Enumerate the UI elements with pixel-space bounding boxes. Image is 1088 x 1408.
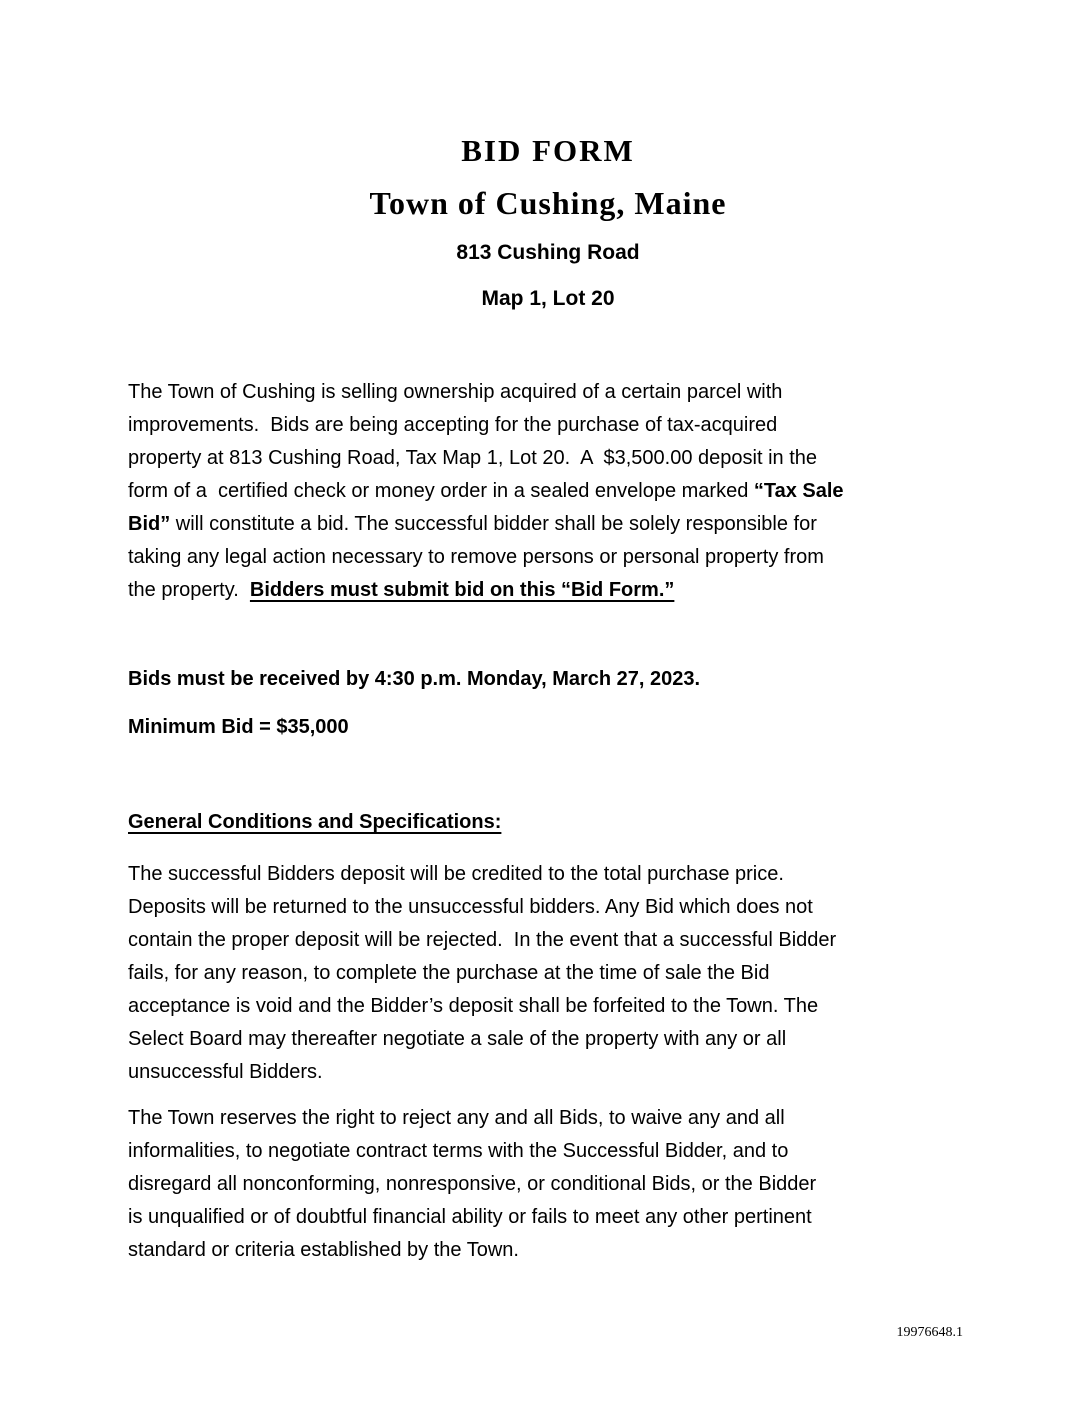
conditions-heading: General Conditions and Specifications: <box>128 811 502 833</box>
text-line <box>128 1102 968 1135</box>
text-line <box>128 409 968 442</box>
text-run: contain the proper deposit will be rejected. In the event that a successful Bidder <box>128 929 837 951</box>
conditions-paragraph-2 <box>128 1102 968 1267</box>
text-run: informalities, to negotiate contract terms with the Successful Bidder, and to <box>128 1140 789 1162</box>
text-run: Bid” <box>128 513 171 535</box>
text-run: The Town reserves the right to reject any and all Bids, to waive any and all <box>128 1107 785 1129</box>
text-line <box>128 858 968 891</box>
text-line <box>128 475 968 508</box>
text-line <box>128 957 968 990</box>
text-run: form of a certified check or money order in a sealed envelope marked <box>128 480 754 502</box>
text-run: Deposits will be returned to the unsuccessful bidders. Any Bid which does not <box>128 896 813 918</box>
text-line <box>128 541 968 574</box>
text-line <box>128 891 968 924</box>
text-run: the property. <box>128 579 250 601</box>
text-run: unsuccessful Bidders. <box>128 1061 323 1083</box>
text-run: disregard all nonconforming, nonresponsive, or conditional Bids, or the Bidder <box>128 1173 817 1195</box>
conditions-paragraph-1 <box>128 858 968 1089</box>
text-line <box>128 376 968 409</box>
text-run: The successful Bidders deposit will be credited to the total purchase price. <box>128 863 784 885</box>
text-run: property at 813 Cushing Road, Tax Map 1, Lot 20. A $3,500.00 deposit in the <box>128 447 817 469</box>
text-run: The Town of Cushing is selling ownership acquired of a certain parcel with <box>128 381 783 403</box>
text-run: improvements. Bids are being accepting for the purchase of tax-acquired <box>128 414 778 436</box>
bid-deadline: Bids must be received by 4:30 p.m. Monday, March 27, 2023. <box>128 668 701 690</box>
text-run: standard or criteria established by the Town. <box>128 1239 519 1261</box>
property-address: 813 Cushing Road <box>456 241 640 264</box>
text-run: will constitute a bid. The successful bidder shall be solely responsible for <box>170 513 817 535</box>
text-run: “Tax Sale <box>753 480 844 502</box>
text-line <box>128 1168 968 1201</box>
map-lot: Map 1, Lot 20 <box>481 287 615 310</box>
text-run: taking any legal action necessary to remove persons or personal property from <box>128 546 824 568</box>
text-line <box>128 1201 968 1234</box>
document-title: BID FORM <box>461 133 635 168</box>
text-line <box>128 574 968 607</box>
text-line <box>128 1023 968 1056</box>
text-run: acceptance is void and the Bidder’s deposit shall be forfeited to the Town. The <box>128 995 819 1017</box>
text-line <box>128 442 968 475</box>
text-line <box>128 1234 968 1267</box>
text-line <box>128 508 968 541</box>
text-line <box>128 990 968 1023</box>
text-run: fails, for any reason, to complete the purchase at the time of sale the Bid <box>128 962 770 984</box>
text-run: Select Board may thereafter negotiate a sale of the property with any or all <box>128 1028 787 1050</box>
document-subtitle: Town of Cushing, Maine <box>369 185 727 221</box>
text-run: Bidders must submit bid on this “Bid Form.” <box>249 579 675 601</box>
document-number: 19976648.1 <box>896 1325 963 1340</box>
text-line <box>128 1056 968 1089</box>
text-line <box>128 924 968 957</box>
text-line <box>128 1135 968 1168</box>
intro-paragraph <box>128 376 968 607</box>
text-run: is unqualified or of doubtful financial ability or fails to meet any other pertinent <box>128 1206 812 1228</box>
minimum-bid: Minimum Bid = $35,000 <box>128 716 349 738</box>
